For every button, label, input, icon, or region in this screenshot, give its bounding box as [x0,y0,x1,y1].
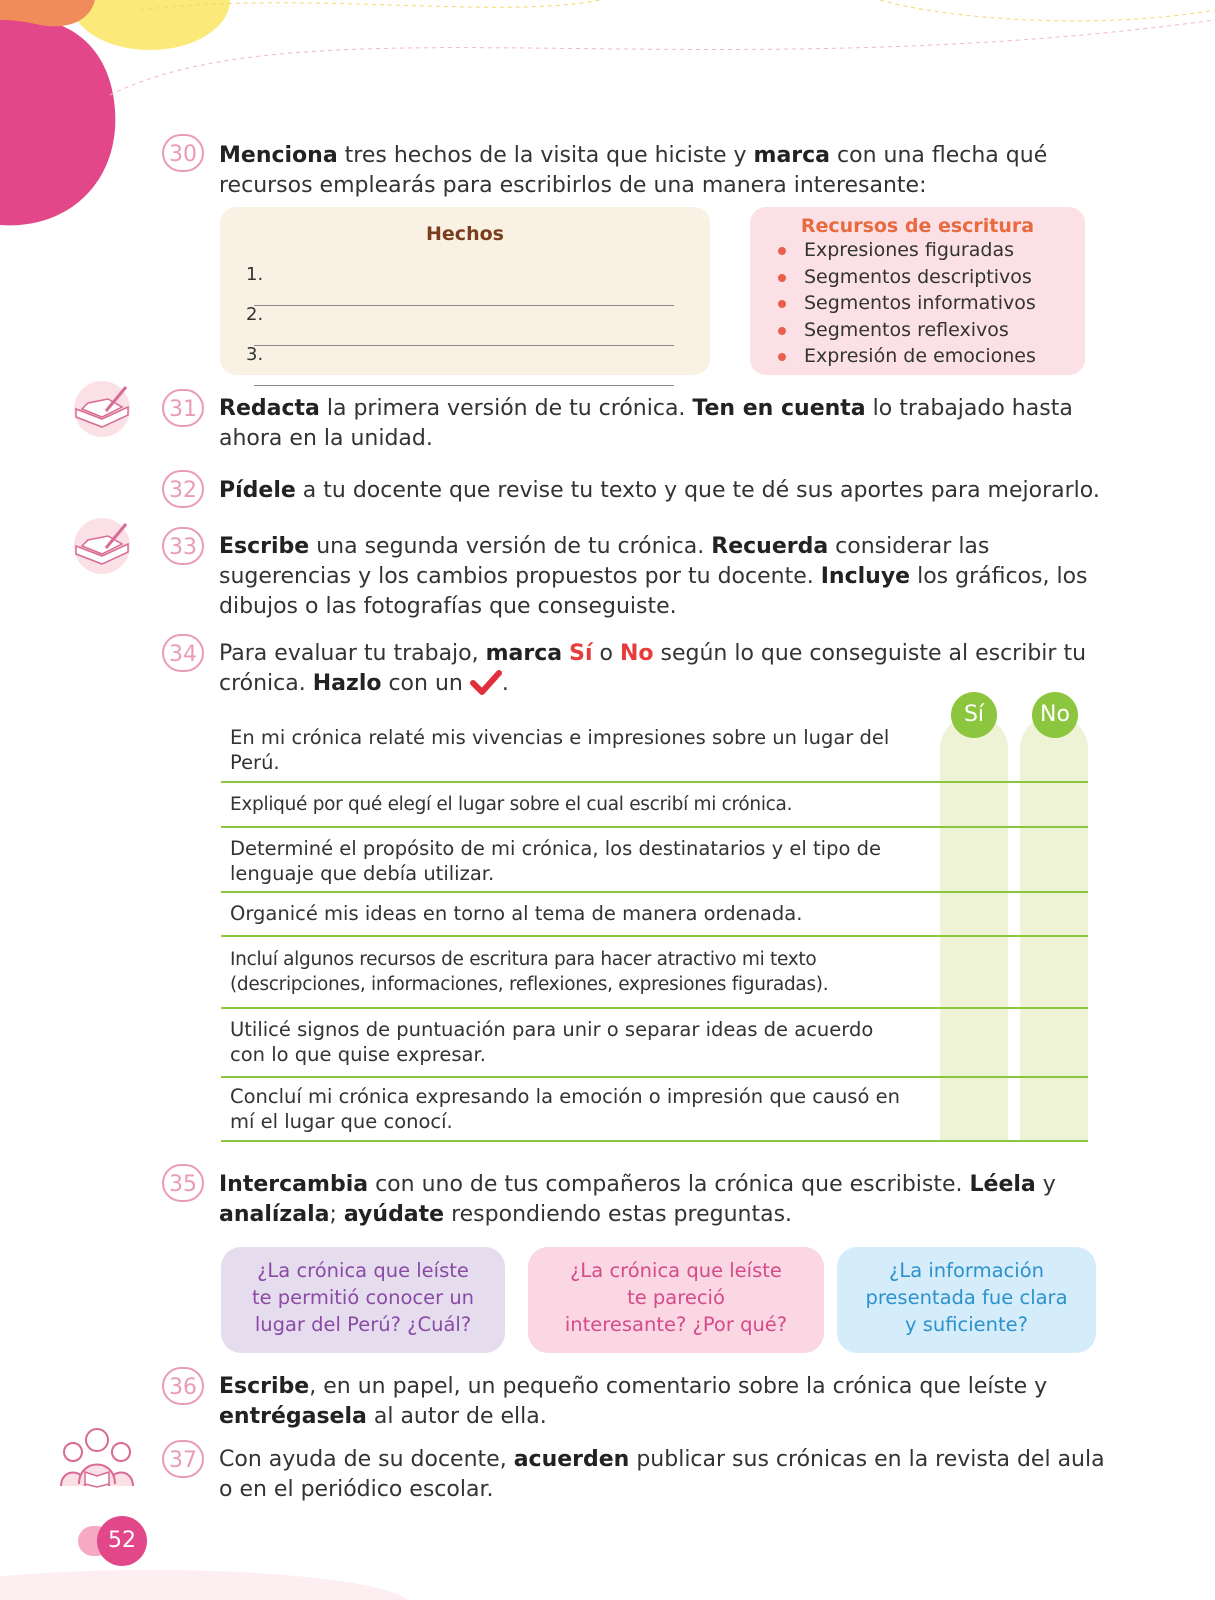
question-34-text: Para evaluar tu trabajo, marca Sí o No según lo que conseguiste al escribir tu crónica. Hazlo con un . [219,641,1087,696]
pink-blob [0,18,115,225]
hecho-line-3[interactable]: 3. [246,344,686,386]
hecho-line-2[interactable]: 2. [246,304,686,346]
question-number: 33 [162,527,204,565]
recurso-item: Segmentos reflexivos [778,317,1036,344]
question-36-text: Escribe, en un papel, un pequeño comentario sobre la crónica que leíste y entrégasela al autor de ella. [219,1374,1048,1429]
question-bubble-blue: ¿La información presentada fue clara y suficiente? [837,1247,1096,1353]
table-row: En mi crónica relaté mis vivencias e impresiones sobre un lugar del Perú. [221,720,1088,783]
writing-book-icon [68,379,136,439]
recurso-item: Segmentos informativos [778,290,1036,317]
question-bubble-pink: ¿La crónica que leíste te pareció interesante? ¿Por qué? [528,1247,824,1353]
hecho-line-1[interactable]: 1. [246,264,686,306]
question-37-text: Con ayuda de su docente, acuerden publicar sus crónicas en la revista del aula o en el periódico escolar. [219,1447,1105,1502]
dotted-curve [110,20,1215,95]
question-33-text: Escribe una segunda versión de tu crónica. Recuerda considerar las sugerencias y los cambios propuestos por tu docente. Incluye los gráficos, los dibujos o las fotografías que conseguiste. [219,534,1088,619]
recurso-item: Expresiones figuradas [778,237,1036,264]
question-number: 36 [162,1367,204,1405]
page-number-badge [78,1516,150,1566]
dotted-curve-yellow-right [880,0,1215,21]
question-31-text: Redacta la primera versión de tu crónica. Ten en cuenta lo trabajado hasta ahora en la unidad. [219,396,1073,451]
no-column-header: No [1032,692,1078,738]
decorative-bottom-shape [0,1555,1215,1600]
question-bubble-purple: ¿La crónica que leíste te permitió conocer un lugar del Perú? ¿Cuál? [221,1247,505,1353]
recursos-list [778,237,1036,370]
checkmark-icon [470,670,502,696]
writing-book-icon [68,516,136,576]
question-number: 35 [162,1164,204,1202]
table-row: Concluí mi crónica expresando la emoción o impresión que causó en mí el lugar que conocí. [221,1078,1088,1142]
recurso-item: Expresión de emociones [778,343,1036,370]
question-number: 32 [162,470,204,508]
group-reading-icon [57,1424,137,1488]
recursos-box [750,207,1085,375]
hechos-title: Hechos [426,223,504,245]
question-number: 34 [162,634,204,672]
si-column-header: Sí [951,692,997,738]
table-row: Determiné el propósito de mi crónica, los destinatarios y el tipo de lenguaje que debía utilizar. [221,828,1088,893]
table-row: Expliqué por qué elegí el lugar sobre el cual escribí mi crónica. [221,783,1088,828]
table-row: Incluí algunos recursos de escritura para hacer atractivo mi texto (descripciones, informaciones, reflexiones, expresiones figuradas). [221,937,1088,1009]
recurso-item: Segmentos descriptivos [778,264,1036,291]
question-number: 31 [162,389,204,427]
question-30-text: Menciona tres hechos de la visita que hiciste y marca con una flecha qué recursos emplearás para escribirlos de una manera interesante: [219,143,1048,198]
page-number: 52 [108,1528,136,1553]
question-35-text: Intercambia con uno de tus compañeros la crónica que escribiste. Léela y analízala; ayúdate respondiendo estas preguntas. [219,1172,1056,1227]
table-row: Utilicé signos de puntuación para unir o separar ideas de acuerdo con lo que quise expresar. [221,1009,1088,1078]
hechos-box [220,207,710,375]
recursos-title: Recursos de escritura [800,215,1035,237]
table-row: Organicé mis ideas en torno al tema de manera ordenada. [221,893,1088,937]
question-number: 37 [162,1440,204,1478]
question-number: 30 [162,134,204,172]
question-32-text: Pídele a tu docente que revise tu texto y que te dé sus aportes para mejorarlo. [219,478,1100,503]
yellow-blob [70,0,230,50]
